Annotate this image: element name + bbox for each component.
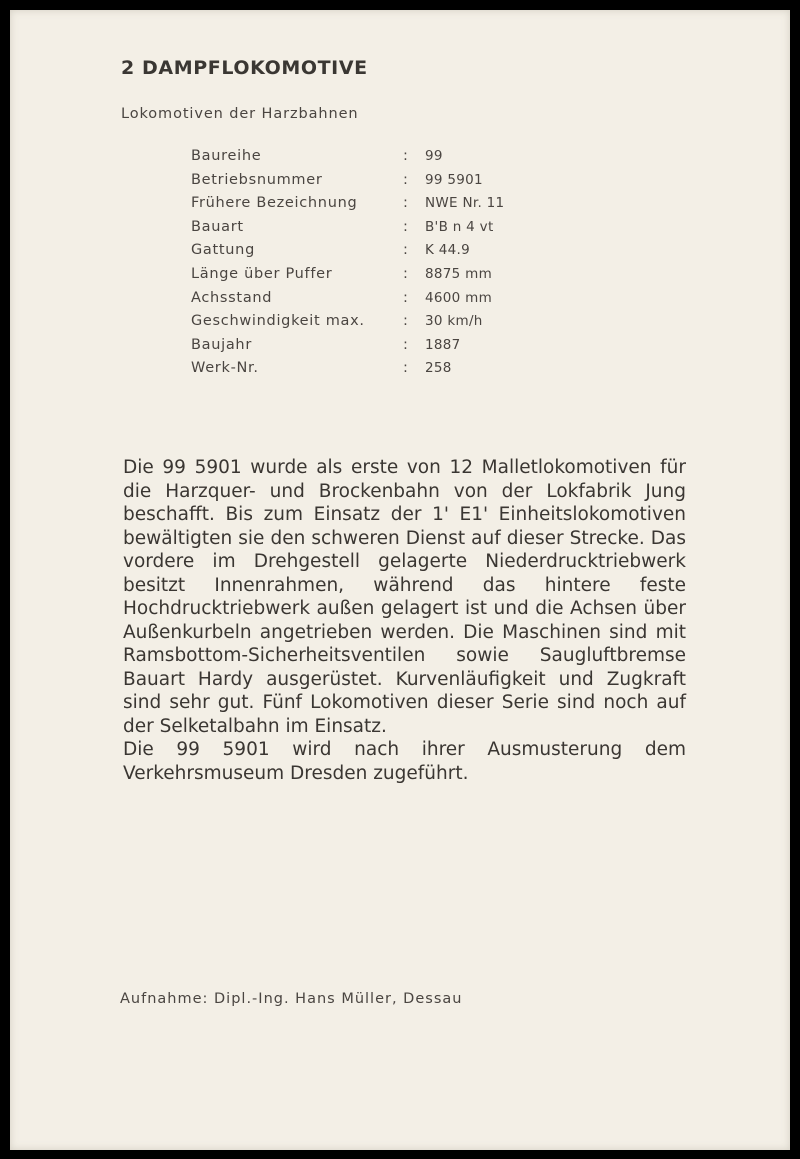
description-text <box>123 456 686 785</box>
spec-row <box>191 239 504 263</box>
description-paragraph: Die 99 5901 wurde als erste von 12 Malletlokomotiven für die Harzquer- und Brockenbahn von der Lokfabrik Jung beschafft. Bis zum Einsatz der 1' E1' Einheitslokomotiven bewältigten sie den schweren Dienst auf dieser Strecke. Das vordere im Drehgestell gelagerte Niederdrucktriebwerk besitzt Innenrahmen, während das hintere feste Hochdrucktriebwerk außen gelagert ist und die Achsen über Außenkurbeln angetrieben werden. Die Maschinen sind mit Ramsbottom-Sicherheitsventilen sowie Saugluftbremse Bauart Hardy ausgerüstet. Kurvenläufigkeit und Zugkraft sind sehr gut. Fünf Lokomotiven dieser Serie sind noch auf der Selketalbahn im Einsatz. <box>123 457 686 737</box>
spec-table <box>191 145 504 381</box>
spec-row <box>191 216 504 240</box>
spec-label: Gattung <box>191 242 255 259</box>
description-paragraph: Die 99 5901 wird nach ihrer Ausmusterung dem Verkehrsmuseum Dresden zugeführt. <box>123 739 686 784</box>
card-subtitle: Lokomotiven der Harzbahnen <box>121 106 359 122</box>
spec-colon: : <box>403 289 408 306</box>
spec-row <box>191 287 504 311</box>
spec-label: Frühere Bezeichnung <box>191 195 358 212</box>
spec-value: NWE Nr. 11 <box>425 195 505 212</box>
spec-row <box>191 357 504 381</box>
spec-label: Baujahr <box>191 336 252 353</box>
spec-label: Betriebsnummer <box>191 171 323 188</box>
spec-row <box>191 263 504 287</box>
spec-label: Bauart <box>191 218 244 235</box>
postcard-back <box>10 10 790 1150</box>
spec-label: Länge über Puffer <box>191 265 333 282</box>
spec-row <box>191 310 504 334</box>
spec-label: Geschwindigkeit max. <box>191 313 365 330</box>
photo-credit: Aufnahme: Dipl.-Ing. Hans Müller, Dessau <box>120 991 463 1007</box>
spec-label: Baureihe <box>191 148 262 164</box>
spec-row <box>191 169 504 193</box>
spec-colon: : <box>403 218 408 235</box>
spec-row <box>191 334 504 358</box>
spec-colon: : <box>403 195 408 212</box>
spec-label: Werk-Nr. <box>191 360 259 377</box>
spec-value: 4600 mm <box>425 289 493 306</box>
spec-row <box>191 145 504 169</box>
spec-value: 99 5901 <box>425 171 483 188</box>
spec-value: 8875 mm <box>425 265 493 282</box>
spec-value: 99 <box>425 148 443 164</box>
spec-value: B'B n 4 vt <box>425 218 494 235</box>
spec-colon: : <box>403 313 408 330</box>
spec-value: K 44.9 <box>425 242 471 259</box>
spec-colon: : <box>403 265 408 282</box>
spec-colon: : <box>403 360 408 377</box>
spec-colon: : <box>403 148 408 164</box>
spec-value: 1887 <box>425 336 461 353</box>
spec-colon: : <box>403 242 408 259</box>
card-heading: 2 DAMPFLOKOMOTIVE <box>121 57 368 79</box>
spec-value: 30 km/h <box>425 313 483 330</box>
spec-label: Achsstand <box>191 289 273 306</box>
spec-row <box>191 192 504 216</box>
spec-colon: : <box>403 171 408 188</box>
spec-colon: : <box>403 336 408 353</box>
spec-value: 258 <box>425 360 452 377</box>
